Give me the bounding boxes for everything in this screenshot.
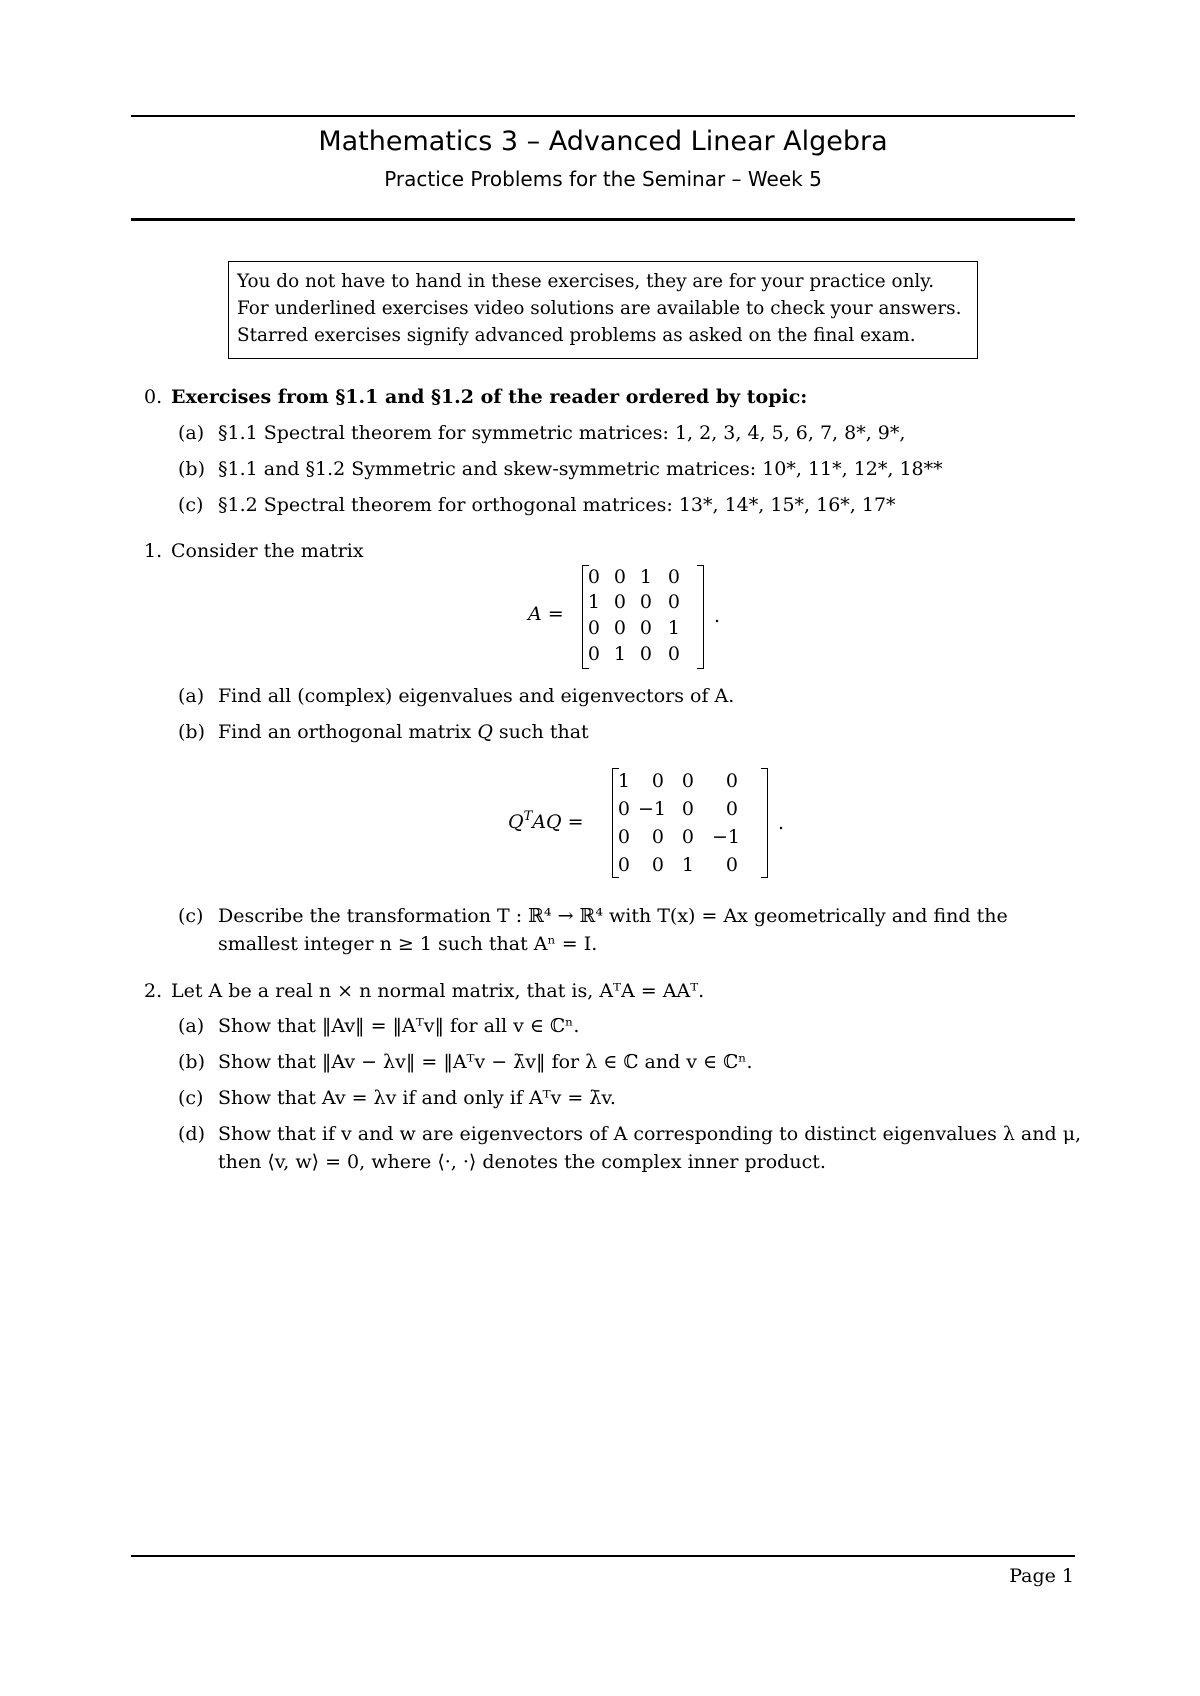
list-item [178,494,896,516]
q-symbol: Q [508,811,524,833]
notice-line: For underlined exercises video solutions are available to check your answers. [237,298,962,319]
page-number: Page 1 [1009,1565,1074,1587]
list-item [178,1123,1082,1145]
list-item [178,905,1008,927]
title-rule [131,218,1075,221]
matrix-cell: 0 [651,826,664,848]
matrix-cell: 0 [617,854,630,876]
list-item [178,1087,616,1109]
matrix-q-lhs-text: AQ = [532,811,584,833]
item-text: Show that ‖Av‖ = ‖Aᵀv‖ for all v ∈ ℂⁿ. [218,1015,580,1037]
problem-1-intro [144,540,364,562]
matrix-cell: 0 [651,770,664,792]
list-item [178,685,735,707]
item-label: (c) [178,905,204,927]
right-bracket [697,565,704,669]
problem-2-intro [144,980,705,1002]
item-text: Show that ‖Av − λv‖ = ‖Aᵀv − λ̄v‖ for λ ∈ ℂ and v ∈ ℂⁿ. [218,1051,753,1073]
matrix-cell: 0 [613,617,626,639]
problem-number: 0. [144,386,163,408]
matrix-cell: 0 [613,566,626,588]
matrix-cell: 1 [681,854,694,876]
list-item [178,1051,753,1073]
variable-q: Q [477,721,493,743]
transpose-mark: T [523,809,533,824]
matrix-cell: 0 [639,617,652,639]
notice-box [228,261,978,359]
matrix-cell: 0 [725,798,738,820]
list-item [178,422,906,444]
right-bracket [761,768,768,878]
item-text: §1.1 Spectral theorem for symmetric matrices: 1, 2, 3, 4, 5, 6, 7, 8*, 9*, [218,422,906,444]
matrix-q-lhs [508,811,584,833]
matrix-cell: 0 [681,826,694,848]
document-subtitle: Practice Problems for the Seminar – Week 5 [384,167,822,191]
matrix-cell: 0 [587,643,600,665]
matrix-cell: 0 [587,617,600,639]
matrix-cell: 1 [617,770,630,792]
problem-text: Consider the matrix [171,540,364,562]
matrix-cell: 1 [667,617,680,639]
item-label: (b) [178,1051,205,1073]
matrix-cell: 0 [617,826,630,848]
matrix-cell: 1 [613,643,626,665]
matrix-cell: 0 [639,591,652,613]
footer-rule [131,1555,1075,1557]
item-text: then ⟨v, w⟩ = 0, where ⟨·, ·⟩ denotes the complex inner product. [218,1151,826,1173]
matrix-cell: 0 [613,591,626,613]
list-item [178,721,589,743]
matrix-cell: 0 [639,643,652,665]
item-text: §1.2 Spectral theorem for orthogonal matrices: 13*, 14*, 15*, 16*, 17* [218,494,896,516]
matrix-cell: 0 [667,591,680,613]
item-label: (c) [178,1087,204,1109]
matrix-cell: 0 [725,770,738,792]
item-text: smallest integer n ≥ 1 such that Aⁿ = I. [218,933,598,955]
list-item-continuation [218,933,597,955]
problem-number: 2. [144,980,163,1002]
list-item [178,1015,580,1037]
top-rule [131,115,1075,117]
matrix-a-period: . [714,605,721,627]
text-part: such that [492,721,589,743]
matrix-q-period: . [778,812,785,834]
item-text: Find all (complex) eigenvalues and eigenvectors of A. [218,685,735,707]
item-label: (a) [178,1015,205,1037]
matrix-cell: 0 [725,854,738,876]
matrix-cell: 0 [651,854,664,876]
matrix-q [612,768,768,878]
problem-number: 1. [144,540,163,562]
item-label: (d) [178,1123,205,1145]
item-label: (b) [178,458,205,480]
notice-line: You do not have to hand in these exercises, they are for your practice only. [237,271,935,292]
matrix-cell: −1 [638,798,667,820]
matrix-cell: 1 [639,566,652,588]
text-part: Find an orthogonal matrix [218,721,478,743]
item-text: Show that Av = λv if and only if Aᵀv = λ̄v. [218,1087,616,1109]
item-label: (a) [178,422,205,444]
item-label: (b) [178,721,205,743]
item-text: Show that if v and w are eigenvectors of A corresponding to distinct eigenvalues λ and μ, [218,1123,1082,1145]
problem-text: Let A be a real n × n normal matrix, that is, AᵀA = AAᵀ. [171,980,705,1002]
list-item-continuation [218,1151,826,1173]
matrix-a-lhs: A = [528,603,564,625]
list-item [178,458,943,480]
item-text [218,721,589,743]
matrix-cell: 0 [617,798,630,820]
matrix-cell: 0 [667,566,680,588]
problem-0-heading [144,386,808,408]
matrix-cell: 0 [681,770,694,792]
matrix-a [582,565,704,669]
item-label: (a) [178,685,205,707]
item-label: (c) [178,494,204,516]
item-text: §1.1 and §1.2 Symmetric and skew-symmetric matrices: 10*, 11*, 12*, 18** [218,458,943,480]
matrix-cell: 1 [587,591,600,613]
matrix-cell: 0 [667,643,680,665]
matrix-cell: 0 [587,566,600,588]
matrix-cell: −1 [712,826,741,848]
notice-line: Starred exercises signify advanced problems as asked on the final exam. [237,325,916,346]
item-text: Describe the transformation T : ℝ⁴ → ℝ⁴ with T(x) = Ax geometrically and find the [218,905,1008,927]
document-title: Mathematics 3 – Advanced Linear Algebra [318,126,888,157]
matrix-cell: 0 [681,798,694,820]
problem-heading: Exercises from §1.1 and §1.2 of the reader ordered by topic: [171,386,808,408]
